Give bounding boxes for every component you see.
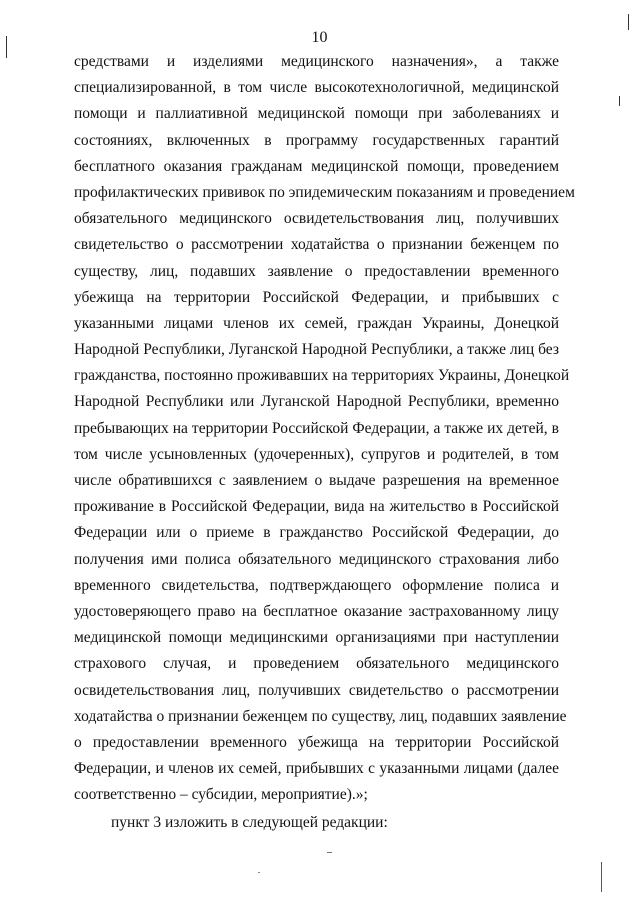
text-line: временного свидетельства, подтверждающего оформление полиса и [74, 576, 559, 594]
text-line: специализированной, в том числе высокотехнологичной, медицинской [74, 79, 559, 97]
text-line: убежища на территории Российской Федерации, и прибывших с [74, 288, 559, 306]
text-line: ходатайства о признании беженцем по существу, лиц, подавших заявление [74, 707, 567, 725]
text-line: Народной Республики, Луганской Народной Республики, а также лиц без [74, 341, 559, 359]
text-line: удостоверяющего право на бесплатное оказание застрахованному лицу [74, 602, 559, 620]
text-line: том числе усыновленных (удочеренных), супругов и родителей, в том [74, 445, 559, 463]
text-line: освидетельствования лиц, получивших свидетельство о рассмотрении [74, 681, 559, 699]
text-line: профилактических прививок по эпидемическим показаниям и проведением [74, 183, 575, 201]
text-line: числе обратившихся с заявлением о выдаче разрешения на временное [74, 472, 559, 489]
text-line: Федерации или о приеме в гражданство Российской Федерации, до [74, 524, 559, 542]
body-paragraph [74, 49, 575, 808]
text-line: обязательного медицинского освидетельствования лиц, получивших [74, 210, 559, 228]
text-line: средствами и изделиями медицинского назначения», а также [74, 53, 559, 70]
text-line: указанными лицами членов их семей, граждан Украины, Донецкой [74, 314, 559, 332]
text-line: состояниях, включенных в программу государственных гарантий [74, 131, 559, 149]
text-line: гражданства, постоянно проживавших на территориях Украины, Донецкой [74, 367, 570, 385]
text-line: пребывающих на территории Российской Федерации, а также их детей, в [74, 419, 559, 437]
scan-artifact [258, 872, 260, 873]
text-line: Народной Республики или Луганской Народной Республики, временно [74, 393, 559, 411]
text-line: получения ими полиса обязательного медицинского страхования либо [74, 550, 559, 568]
text-line: Федерации, и членов их семей, прибывших с указанными лицами (далее [74, 760, 559, 778]
scan-artifact [628, 14, 629, 30]
text-line: страхового случая, и проведением обязательного медицинского [74, 655, 559, 673]
scan-artifact [601, 862, 602, 892]
amendment-instruction: пункт 3 изложить в следующей редакции: [111, 814, 388, 831]
text-line: бесплатного оказания гражданам медицинской помощи, проведением [74, 157, 559, 175]
text-line: существу, лиц, подавших заявление о предоставлении временного [74, 262, 559, 280]
text-line-last: соответственно – субсидии, мероприятие).»; [74, 786, 368, 804]
text-line: свидетельство о рассмотрении ходатайства о признании беженцем по [74, 236, 559, 254]
scan-artifact [619, 96, 620, 106]
scan-artifact [6, 36, 7, 58]
text-line: помощи и паллиативной медицинской помощи при заболеваниях и [74, 105, 559, 123]
page-number: 10 [311, 29, 328, 46]
text-line: проживание в Российской Федерации, вида на жительство в Российской [74, 498, 559, 516]
text-line: медицинской помощи медицинскими организациями при наступлении [74, 629, 559, 647]
text-line: о предоставлении временного убежища на территории Российской [74, 733, 559, 751]
scan-artifact [327, 852, 332, 853]
